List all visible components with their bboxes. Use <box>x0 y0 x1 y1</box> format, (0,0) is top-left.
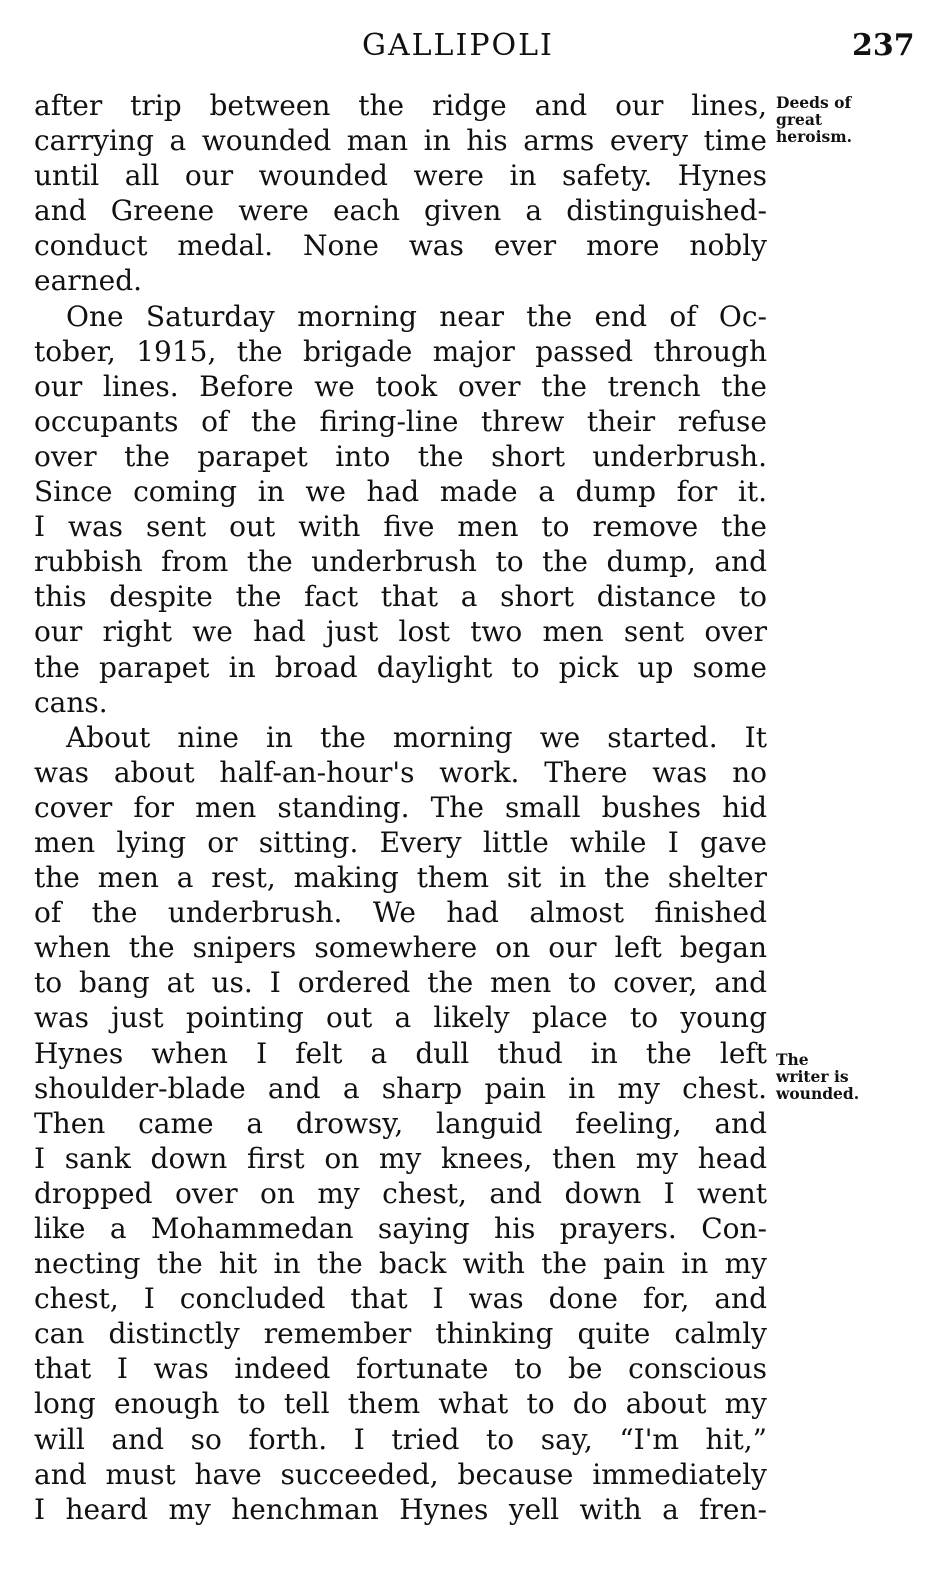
text-line: dropped over on my chest, and down I went <box>34 1176 767 1210</box>
text-line: shoulder-blade and a sharp pain in my chest. <box>34 1071 767 1105</box>
margin-note-heroism <box>776 94 852 145</box>
margin-note-line: wounded. <box>776 1084 860 1103</box>
margin-note-line: The <box>776 1050 809 1069</box>
text-line: until all our wounded were in safety. Hynes <box>34 159 767 193</box>
text-line: was just pointing out a likely place to young <box>34 1001 767 1035</box>
text-line: Hynes when I felt a dull thud in the left <box>34 1036 767 1070</box>
text-line: cans. <box>34 685 108 719</box>
text-line: cover for men standing. The small bushes hid <box>34 790 767 824</box>
text-line: I sank down first on my knees, then my head <box>34 1141 767 1175</box>
text-line: conduct medal. None was ever more nobly <box>34 229 767 263</box>
text-line: can distinctly remember thinking quite calmly <box>34 1317 767 1351</box>
text-line: this despite the fact that a short distance to <box>34 580 767 614</box>
text-line: was about half-an-hour's work. There was no <box>34 755 767 789</box>
text-line: Since coming in we had made a dump for it. <box>34 475 767 509</box>
text-line: that I was indeed fortunate to be conscious <box>34 1352 767 1386</box>
margin-note-line: Deeds of <box>776 93 852 112</box>
margin-note-line: great <box>776 110 823 129</box>
running-head-title: GALLIPOLI <box>362 28 554 63</box>
text-line: earned. <box>34 264 143 298</box>
text-line: like a Mohammedan saying his prayers. Con- <box>34 1212 767 1245</box>
text-line: carrying a wounded man in his arms every time <box>34 124 767 158</box>
text-line: the men a rest, making them sit in the shelter <box>34 861 767 895</box>
text-line: One Saturday morning near the end of Oc- <box>66 299 767 333</box>
text-line: chest, I concluded that I was done for, and <box>34 1282 767 1316</box>
text-line: necting the hit in the back with the pain in my <box>34 1247 767 1281</box>
text-line: occupants of the firing-line threw their refuse <box>34 404 767 438</box>
text-line: will and so forth. I tried to say, “I'm hit,” <box>34 1422 767 1456</box>
text-line: over the parapet into the short underbrush. <box>34 439 767 473</box>
text-line: to bang at us. I ordered the men to cover, and <box>34 966 767 1000</box>
text-line: tober, 1915, the brigade major passed through <box>34 334 767 368</box>
text-line: of the underbrush. We had almost finished <box>34 896 767 930</box>
text-line: our lines. Before we took over the trench the <box>34 369 767 403</box>
text-line: when the snipers somewhere on our left began <box>34 931 767 965</box>
body-text <box>34 88 767 1527</box>
text-line: and Greene were each given a distinguished- <box>34 194 767 228</box>
text-line: rubbish from the underbrush to the dump, and <box>34 545 767 579</box>
text-line: Then came a drowsy, languid feeling, and <box>34 1106 767 1140</box>
text-line: long enough to tell them what to do about my <box>34 1387 767 1421</box>
page-number: 237 <box>852 28 915 63</box>
text-line: I heard my henchman Hynes yell with a fren- <box>34 1492 767 1526</box>
text-line: the parapet in broad daylight to pick up some <box>34 650 767 684</box>
text-line: men lying or sitting. Every little while I gave <box>34 825 767 859</box>
margin-note-wounded <box>776 1051 859 1102</box>
text-line: our right we had just lost two men sent over <box>34 615 767 649</box>
text-line: I was sent out with five men to remove the <box>34 510 767 544</box>
text-line: after trip between the ridge and our lines, <box>34 89 767 122</box>
text-line: About nine in the morning we started. It <box>66 720 767 754</box>
margin-note-line: writer is <box>776 1067 849 1086</box>
margin-note-line: heroism. <box>776 127 853 146</box>
text-line: and must have succeeded, because immediately <box>34 1457 767 1491</box>
